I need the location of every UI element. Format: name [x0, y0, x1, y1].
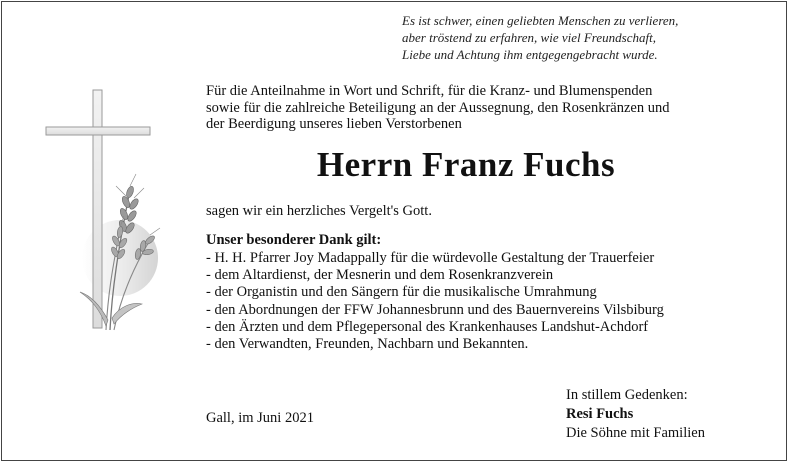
deceased-name: Herrn Franz Fuchs [316, 145, 616, 184]
list-item: - der Organistin und den Sängern für die musikalische Umrahmung [206, 284, 597, 301]
list-item: - den Abordnungen der FFW Johannesbrunn und des Bauernvereins Vilsbiburg [206, 301, 664, 318]
thanks-line: sagen wir ein herzliches Vergelt's Gott. [206, 203, 432, 219]
list-item: - dem Altardienst, der Mesnerin und dem Rosenkranzverein [206, 267, 554, 284]
intro-line: sowie für die zahlreiche Beteiligung an der Aussegnung, den Rosenkränzen und [206, 99, 670, 116]
place-date: Gall, im Juni 2021 [206, 410, 314, 426]
signature-block [566, 386, 705, 443]
motto-quote [402, 12, 732, 63]
list-item: - H. H. Pfarrer Joy Madappally für die würdevolle Gestaltung der Trauerfeier [206, 250, 655, 266]
motto-line: Es ist schwer, einen geliebten Menschen zu verlieren, [402, 13, 679, 28]
list-item: - den Ärzten und dem Pflegepersonal des Krankenhauses Landshut-Achdorf [206, 318, 649, 335]
special-thanks-list [206, 250, 746, 353]
cross-with-wheat-icon [40, 80, 180, 340]
signature-name: Resi Fuchs [566, 406, 634, 422]
signature-family: Die Söhne mit Familien [566, 425, 705, 441]
intro-line: der Beerdigung unseres lieben Verstorbenen [206, 116, 462, 132]
list-item: - den Verwandten, Freunden, Nachbarn und Bekannten. [206, 336, 529, 353]
motto-line: aber tröstend zu erfahren, wie viel Freundschaft, [402, 30, 656, 45]
special-thanks-heading: Unser besonderer Dank gilt: [206, 232, 382, 248]
intro-line: Für die Anteilnahme in Wort und Schrift, für die Kranz- und Blumenspenden [206, 83, 653, 99]
signature-intro: In stillem Gedenken: [566, 387, 688, 403]
intro-paragraph [206, 83, 726, 133]
motto-line: Liebe und Achtung ihm entgegengebracht wurde. [402, 47, 658, 62]
